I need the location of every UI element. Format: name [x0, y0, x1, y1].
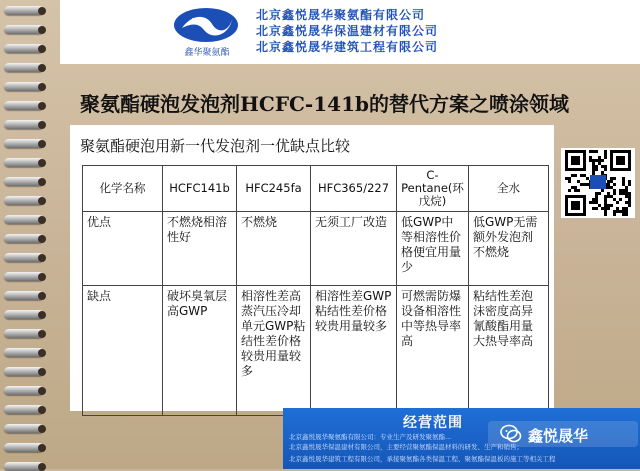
qr-code-icon	[561, 148, 635, 218]
banner-text-line: 北京鑫悦晟华聚氨酯有限公司：专业生产及研发聚氨酯...	[289, 433, 452, 441]
banner-text-line: 北京鑫悦晟华保温建材有限公司，主要经营聚氨酯保温材料的研发、生产和销售；	[289, 443, 523, 451]
table-header-cell: HFC245fa	[237, 166, 311, 212]
spiral-hole	[38, 254, 46, 262]
table-header-cell: HFC365/227	[311, 166, 397, 212]
company-name-line: 北京鑫悦晟华聚氨酯有限公司	[256, 8, 426, 22]
spiral-hole	[38, 197, 46, 205]
table-cell: 无须工厂改造	[311, 212, 397, 286]
company-logo-icon	[172, 6, 240, 44]
company-name-line: 北京鑫悦晟华保温建材有限公司	[256, 24, 439, 38]
spiral-hole	[38, 368, 46, 376]
table-cell: 缺点	[83, 286, 163, 416]
spiral-hole	[38, 83, 46, 91]
comparison-table	[82, 165, 549, 416]
spiral-hole	[38, 425, 46, 433]
table-header-cell: 化学名称	[83, 166, 163, 212]
company-name-line: 北京鑫悦晟华建筑工程有限公司	[256, 40, 439, 54]
company-names	[256, 7, 438, 55]
company-header	[60, 0, 640, 64]
table-header-cell: 全水	[469, 166, 549, 212]
spiral-hole	[38, 216, 46, 224]
spiral-hole	[38, 26, 46, 34]
table-cell: 粘结性差泡沫密度高异氰酸酯用量大热导率高	[469, 286, 549, 416]
table-header-row	[83, 166, 549, 212]
spiral-hole	[38, 273, 46, 281]
table-row	[83, 212, 549, 286]
spiral-hole	[38, 406, 46, 414]
table-cell: 相溶性差高蒸汽压冷却单元GWP粘结性差价格较贵用量较多	[237, 286, 311, 416]
wechat-icon	[500, 424, 522, 444]
table-cell: 破坏臭氧层高GWP	[163, 286, 237, 416]
table-cell: 不燃烧相溶性好	[163, 212, 237, 286]
table-cell: 优点	[83, 212, 163, 286]
table-cell: 低GWP中等相溶性价格便宜用量少	[397, 212, 469, 286]
spiral-hole	[38, 387, 46, 395]
spiral-hole	[38, 140, 46, 148]
card-title: 聚氨酯硬泡用新一代发泡剂一优缺点比较	[80, 137, 351, 155]
table-row	[83, 286, 549, 416]
comparison-card	[70, 125, 554, 411]
table-header-cell: C-Pentane(环戊烷)	[397, 166, 469, 212]
table-cell: 低GWP无需额外发泡剂不燃烧	[469, 212, 549, 286]
spiral-hole	[38, 121, 46, 129]
logo-caption: 鑫华聚氨酯	[184, 48, 230, 58]
spiral-hole	[38, 102, 46, 110]
spiral-hole	[38, 311, 46, 319]
wechat-account-name: 鑫悦晟华	[528, 427, 589, 445]
spiral-hole	[38, 444, 46, 452]
spiral-hole	[38, 45, 46, 53]
spiral-hole	[38, 235, 46, 243]
spiral-hole	[38, 292, 46, 300]
spiral-hole	[38, 64, 46, 72]
spiral-binding	[0, 0, 60, 469]
table-cell: 可燃需防爆设备相溶性中等热导率高	[397, 286, 469, 416]
spiral-hole	[38, 463, 46, 471]
spiral-hole	[38, 178, 46, 186]
table-cell: 相溶性差GWP粘结性差价格较贵用量较多	[311, 286, 397, 416]
table-cell: 不燃烧	[237, 212, 311, 286]
spiral-hole	[38, 7, 46, 15]
slide-title: 聚氨酯硬泡发泡剂HCFC-141b的替代方案之喷涂领域	[80, 92, 569, 116]
banner-text-line: 北京鑫悦晟华建筑工程有限公司，承接聚氨酯各类保温工程、聚氨酯保温板的施工等相关工程	[289, 455, 556, 463]
spiral-hole	[38, 349, 46, 357]
spiral-hole	[38, 159, 46, 167]
banner-title: 经营范围	[403, 415, 463, 431]
table-header-cell: HCFC141b	[163, 166, 237, 212]
spiral-hole	[38, 330, 46, 338]
